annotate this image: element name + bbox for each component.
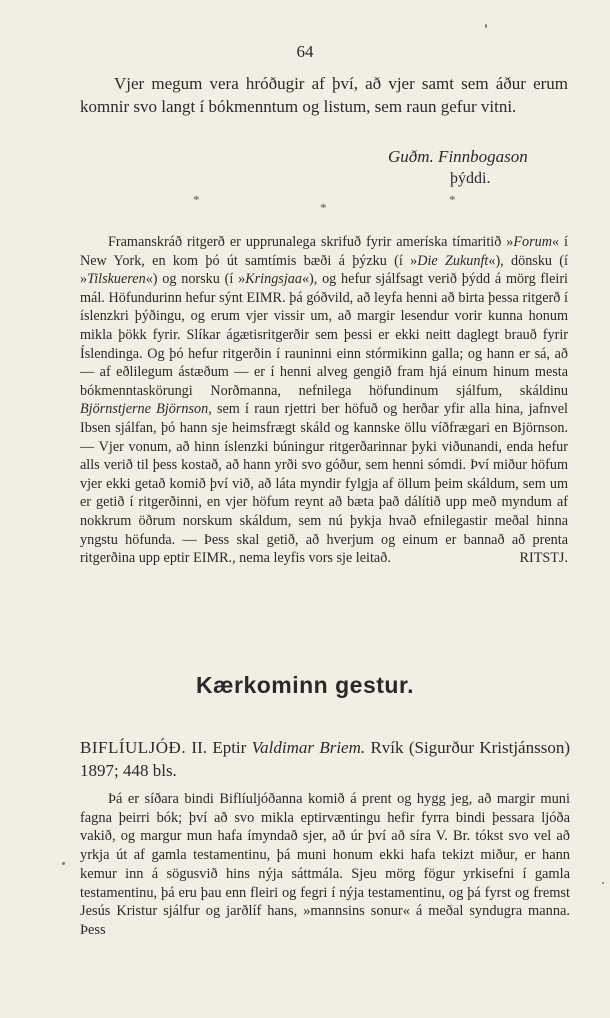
editor-note-paragraph — [80, 233, 568, 568]
editor-note — [80, 233, 568, 568]
separator-star-right: * — [449, 192, 456, 207]
journal-tilskueren: Tilskueren — [87, 271, 146, 288]
print-speck — [485, 24, 487, 28]
editor-note-text: , sem í raun rjettri ber höfuð og herðar yfir alla hina, jafnvel Ibsen sjálfan, þó hann sje heimsfrægt skáld og kannske öllu víðfrægari en Björnson. — Vjer vonum, að hinn íslenzki búningur ritgerðarinnar þyki viðunandi, enda hefur alls verið til þess kostað, að hann yrði svo góður, sem henni sómdi. Því miður höfum vjer ekki getað komið því við, að láta myndir fylgja af öllum þeim skáldum, sem um er getið í ritgerðinni, en vjer höfum reynt að bæta það dálítið upp með myndum af nokkrum öðrum norskum skáldum, sem nú þykja hvað efnilegastir meðal hinna yngstu höfunda. — Þess skal getið, að hverjum og einum er bannað að prenta ritgerðina upp eptir EIMR., nema leyfis vors sje leitað. — [80, 401, 568, 567]
reference-publication: Rvík (Sigurður Kristjánsson) 1897; 448 bls. — [80, 738, 570, 780]
journal-kringsjaa: Kringsjaa — [245, 271, 302, 288]
editor-note-text: «) og norsku (í » — [145, 271, 246, 288]
review-paragraph: Þá er síðara bindi Biflíuljóðanna komið á prent og hygg jeg, að margir muni fagna þeirri bók; því að svo mikla eptirvæntingu hefir fyrra bindi þessara ljóða vakið, og margur mun hafa ímyndað sjer, að úr því að síra V. Br. tókst svo vel að yrkja út af gamla testamentinu, þá muni honum ekki hafa tekizt miður, er hann kemur inn á sögusvið hins nýja sáttmála. Sjeu mörg fögur yrkisefni í gamla testamentinu, þá eru þau enn fleiri og fegri í nýja testamentinu, og þá fyrst og fremst Jesús Kristur sjálfur og jarðlíf hans, »mannsins sonur« á meðal syndugra manna. Þess — [80, 791, 570, 938]
print-speck — [602, 882, 604, 884]
author-bjornson: Björnstjerne Björnson — [80, 401, 209, 418]
reference-by: Eptir — [212, 738, 247, 757]
editor-note-text: Framanskráð ritgerð er upprunalega skrifuð fyrir ameríska tímaritið » — [108, 234, 514, 250]
editor-note-text: «), dönsku (í » — [80, 252, 568, 288]
book-reference — [80, 736, 570, 782]
reference-title: BIFLÍULJÓÐ. — [80, 738, 187, 757]
journal-zukunft: Die Zukunft — [417, 252, 489, 269]
separator-star-center: * — [320, 200, 327, 215]
reference-author: Valdimar Briem. — [251, 738, 366, 757]
page-number: 64 — [296, 42, 314, 61]
review-body — [80, 790, 570, 940]
intro-block — [80, 72, 568, 118]
signature-note: þýddi. — [450, 170, 491, 187]
signature-name: Guðm. Finnbogason — [388, 147, 528, 166]
separator-star-left: * — [193, 192, 200, 207]
journal-forum: Forum — [513, 234, 552, 250]
editor-signoff: RITSTJ. — [519, 550, 568, 567]
intro-paragraph: Vjer megum vera hróðugir af því, að vjer samt sem áður erum komnir svo langt í bókmenntum og listum, sem raun gefur vitni. — [80, 74, 568, 116]
editor-note-text: « í New York, en kom þó út samtímis bæði á þýzku (í » — [80, 234, 568, 269]
section-heading: Kærkominn gestur. — [195, 672, 415, 698]
reference-volume: II. — [191, 738, 207, 757]
editor-note-text: «), og hefur sjálfsagt verið þýdd á mörg fleiri mál. Höfundurinn hefur sýnt EIMR. þá góðvild, að leyfa henni að birta þessa ritgerð í íslenzkri þýðingu, og erum vjer vissir um, að margir lesendur vorir kunna honum mikla þökk fyrir. Slíkar ágætisritgerðir sem þessi er ekki neitt daglegt brauð fyrir Íslendinga. Og þó hefur ritgerðin í rauninni einn stórmikinn galla; og hann er sá, að — af eðlilegum ástæðum — er í henni alveg gengið fram hjá einum hinum mesta bókmenntaskörungi Norðmanna, nefnilega höfundinum sjálfum, skáldinu — [80, 271, 569, 399]
print-speck — [62, 862, 65, 865]
